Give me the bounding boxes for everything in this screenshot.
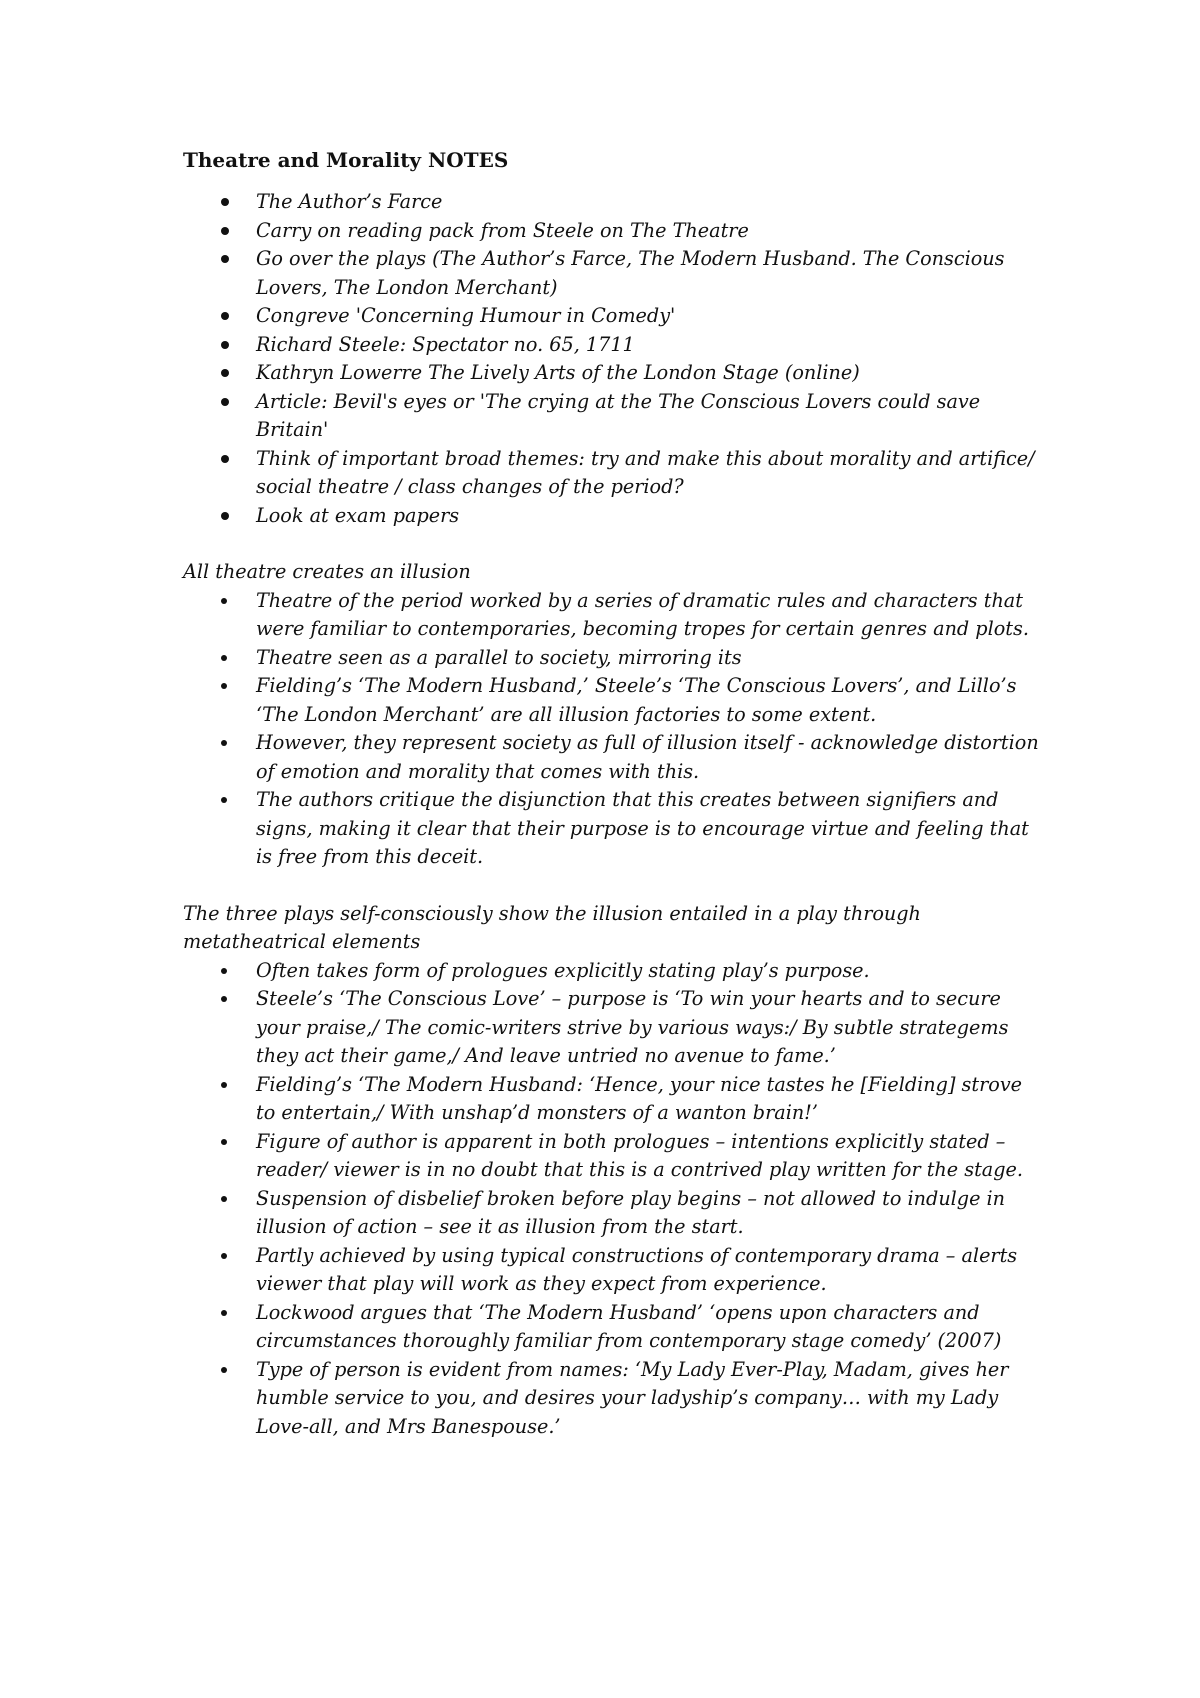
list-item [183,217,1043,246]
list-item-text: Carry on reading pack from Steele on The Theatre [256,218,749,242]
bullet-icon [221,455,229,463]
list-item-text: Partly achieved by using typical constructions of contemporary drama – alerts viewer that play will work as they expect from experience. [256,1243,1018,1295]
bullet-icon [221,1196,227,1202]
bullet-icon [221,1139,227,1145]
list-item-text: Richard Steele: Spectator no. 65, 1711 [256,332,635,356]
bullet-icon [221,312,229,320]
list-item-text: Suspension of disbelief broken before play begins – not allowed to indulge in illusion of action – see it as illusion from the start. [256,1186,1006,1238]
list-item-text: Type of person is evident from names: ‘My Lady Ever-Play, Madam, gives her humble service to you, and desires your ladyship’s company… with my Lady Love-all, and Mrs Banespouse.’ [256,1357,1009,1438]
bullet-icon [221,1253,227,1259]
bullet-icon [221,512,229,520]
bullet-icon [221,227,229,235]
bullet-icon [221,797,227,803]
metatheatrical-notes-list [183,957,1043,1442]
bullet-icon [221,341,229,349]
bullet-icon [221,996,227,1002]
bullet-icon [221,1082,227,1088]
list-item [183,331,1043,360]
bullet-icon [221,683,227,689]
list-item [183,957,1043,986]
list-item-text: However, they represent society as full of illusion itself - acknowledge distortion of emotion and morality that comes with this. [256,731,1039,783]
list-item [183,245,1043,302]
list-item [183,188,1043,217]
list-item [183,1128,1043,1185]
list-item-text: Fielding’s ‘The Modern Husband: ‘Hence, your nice tastes he [Fielding] strove to entertain,/ With unshap’d monsters of a wanton brain!’ [256,1072,1023,1124]
list-item [183,729,1043,786]
bullet-icon [221,740,227,746]
list-item-text: Lockwood argues that ‘The Modern Husband’ ‘opens upon characters and circumstances thoroughly familiar from contemporary stage comedy’ (2007) [256,1300,1002,1352]
list-item-text: Theatre seen as a parallel to society, mirroring its [256,645,742,669]
list-item-text: The Author’s Farce [256,190,443,213]
section-heading-illusion: All theatre creates an illusion [183,560,471,583]
list-item-text: Article: Bevil's eyes or 'The crying at the The Conscious Lovers could save Britain' [256,389,981,441]
list-item-text: Fielding’s ‘The Modern Husband,’ Steele’s ‘The Conscious Lovers’, and Lillo’s ‘The London Merchant’ are all illusion factories to some extent. [256,674,1017,726]
list-item [183,1185,1043,1242]
list-item-text: Figure of author is apparent in both prologues – intentions explicitly stated – reader/ viewer is in no doubt that this is a contrived play written for the stage. [256,1129,1023,1181]
list-item [183,644,1043,673]
bullet-icon [221,369,229,377]
list-item-text: The authors critique the disjunction that this creates between signifiers and signs, making it clear that their purpose is to encourage virtue and feeling that is free from this deceit. [256,788,1029,868]
list-item [183,302,1043,331]
list-item-text: Kathryn Lowerre The Lively Arts of the London Stage (online) [256,361,860,384]
bullet-icon [221,398,229,406]
list-item [183,359,1043,388]
list-item-text: Steele’s ‘The Conscious Love’ – purpose is ‘To win your hearts and to secure your praise,/ The comic-writers strive by various ways:/ By subtle strategems they act their game,/ And leave untried no avenue to fame.’ [256,987,1009,1067]
illusion-notes-list [183,587,1043,872]
list-item [183,786,1043,872]
bullet-icon [221,655,227,661]
section-heading-metatheatrical: The three plays self-consciously show the illusion entailed in a play through metatheatrical elements [183,901,921,953]
list-item-text: Congreve 'Concerning Humour in Comedy' [256,304,676,327]
list-item [183,388,1043,445]
page-title: Theatre and Morality NOTES [183,148,509,172]
list-item [183,502,1043,531]
bullet-icon [221,968,227,974]
bullet-icon [221,1367,227,1373]
list-item [183,672,1043,729]
list-item [183,985,1043,1071]
list-item-text: Think of important broad themes: try and make this about morality and artifice/ social theatre / class changes of the period? [256,446,1035,498]
list-item [183,1071,1043,1128]
list-item [183,1356,1043,1442]
bullet-icon [221,598,227,604]
list-item-text: Often takes form of prologues explicitly stating play’s purpose. [256,958,870,982]
bullet-icon [221,198,229,206]
bullet-icon [221,1310,227,1316]
list-item-text: Look at exam papers [256,503,460,527]
list-item [183,1299,1043,1356]
list-item [183,587,1043,644]
todo-list [183,188,1043,530]
list-item [183,1242,1043,1299]
bullet-icon [221,255,229,263]
document-page [183,146,1043,1441]
list-item [183,445,1043,502]
list-item-text: Theatre of the period worked by a series of dramatic rules and characters that were familiar to contemporaries, becoming tropes for certain genres and plots. [256,588,1029,640]
list-item-text: Go over the plays (The Author’s Farce, The Modern Husband. The Conscious Lovers, The London Merchant) [256,247,1005,299]
